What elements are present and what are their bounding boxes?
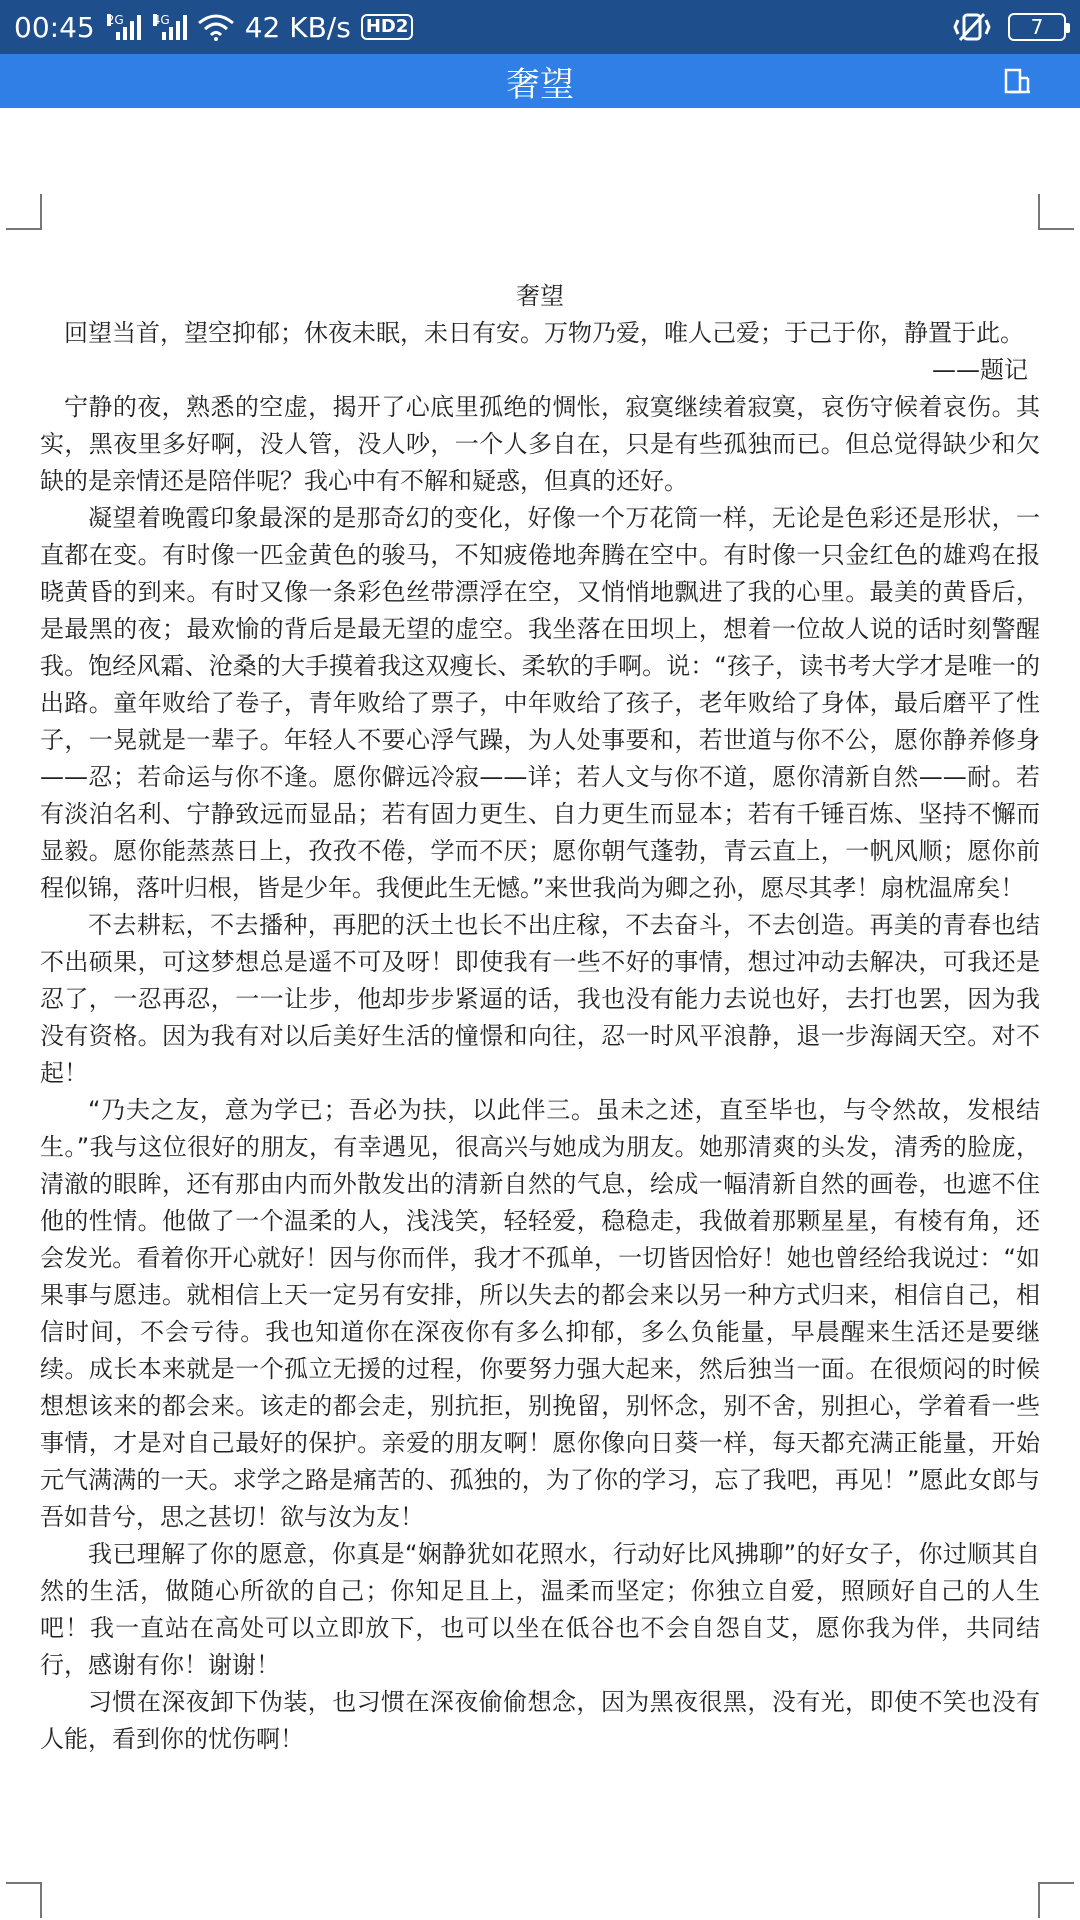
sim2-label: 4G xyxy=(152,13,170,27)
clock: 00:45 xyxy=(14,10,95,44)
page-margin-corner xyxy=(6,194,42,230)
document-page[interactable] xyxy=(0,108,1080,1920)
battery-icon xyxy=(1008,13,1066,41)
paragraph: 宁静的夜，熟悉的空虚，揭开了心底里孤绝的惆怅，寂寞继续着寂寞，哀伤守候着哀伤。其实，黑夜里多好啊，没人管，没人吵，一个人多自在，只是有些孤独而已。但总觉得缺少和欠缺的是亲情还是陪伴呢？我心中有不解和疑惑，但真的还好。 xyxy=(40,393,1040,495)
page-margin-corner xyxy=(6,1882,42,1918)
network-speed: 42 KB/s xyxy=(244,10,351,44)
layout-menu-icon[interactable] xyxy=(1002,66,1032,96)
doc-title: 奢望 xyxy=(516,282,564,310)
signal-sim1-icon xyxy=(107,14,141,40)
hd-badge: HD2 xyxy=(361,14,414,40)
epigraph-signature: ——题记 xyxy=(932,356,1028,384)
sim1-label: 2G xyxy=(106,13,124,27)
paragraph: 习惯在深夜卸下伪装，也习惯在深夜偷偷想念，因为黑夜很黑，没有光，即使不笑也没有人能，看到你的忧伤啊！ xyxy=(40,1688,1040,1753)
page-margin-corner xyxy=(1038,1882,1074,1918)
wifi-icon xyxy=(197,13,235,41)
document-body xyxy=(40,278,1040,1758)
page-margin-corner xyxy=(1038,194,1074,230)
app-title-bar xyxy=(0,54,1080,108)
paragraph: 凝望着晚霞印象最深的是那奇幻的变化，好像一个万花筒一样，无论是色彩还是形状，一直都在变。有时像一匹金黄色的骏马，不知疲倦地奔腾在空中。有时像一只金红色的雄鸡在报晓黄昏的到来。有时又像一条彩色丝带漂浮在空，又悄悄地飘进了我的心里。最美的黄昏后，是最黑的夜；最欢愉的背后是最无望的虚空。我坐落在田坝上，想着一位故人说的话时刻警醒我。饱经风霜、沧桑的大手摸着我这双瘦长、柔软的手啊。说：“孩子，读书考大学才是唯一的出路。童年败给了卷子，青年败给了票子，中年败给了孩子，老年败给了身体，最后磨平了性子，一晃就是一辈子。年轻人不要心浮气躁，为人处事要和，若世道与你不公，愿你静养修身——忍；若命运与你不逢。愿你僻远冷寂——详；若人文与你不道，愿你清新自然——耐。若有淡泊名利、宁静致远而显品；若有固力更生、自力更生而显本；若有千锤百炼、坚持不懈而显毅。愿你能蒸蒸日上，孜孜不倦，学而不厌；愿你朝气蓬勃，青云直上，一帆风顺；愿你前程似锦，落叶归根，皆是少年。我便此生无憾。”来世我尚为卿之孙，愿尽其孝！扇枕温席矣！ xyxy=(40,504,1040,902)
paragraph: “乃夫之友，意为学已；吾必为扶，以此伴三。虽未之述，直至毕也，与令然故，发根结生。”我与这位很好的朋友，有幸遇见，很高兴与她成为朋友。她那清爽的头发，清秀的脸庞，清澈的眼眸，还有那由内而外散发出的清新自然的气息，绘成一幅清新自然的画卷，也遮不住他的性情。他做了一个温柔的人，浅浅笑，轻轻爱，稳稳走，我做着那颗星星，有棱有角，还会发光。看着你开心就好！因与你而伴，我才不孤单，一切皆因恰好！她也曾经给我说过：“如果事与愿违。就相信上天一定另有安排，所以失去的都会来以另一种方式归来，相信自己，相信时间，不会亏待。我也知道你在深夜你有多么抑郁，多么负能量，早晨醒来生活还是要继续。成长本来就是一个孤立无援的过程，你要努力强大起来，然后独当一面。在很烦闷的时候想想该来的都会来。该走的都会走，别抗拒，别挽留，别怀念，别不舍，别担心，学着看一些事情，才是对自己最好的保护。亲爱的朋友啊！愿你像向日葵一样，每天都充满正能量，开始元气满满的一天。求学之路是痛苦的、孤独的，为了你的学习，忘了我吧，再见！”愿此女郎与吾如昔兮，思之甚切！欲与汝为友！ xyxy=(40,1096,1040,1531)
vibrate-icon xyxy=(952,12,992,42)
status-right xyxy=(952,12,1066,42)
paragraph: 我已理解了你的愿意，你真是“娴静犹如花照水，行动好比风拂聊”的好女子，你过顺其自然的生活，做随心所欲的自己；你知足且上，温柔而坚定；你独立自爱，照顾好自己的人生吧！我一直站在高处可以立即放下，也可以坐在低谷也不会自怨自艾，愿你我为伴，共同结行，感谢有你！谢谢！ xyxy=(40,1540,1040,1679)
battery-level: 7 xyxy=(1030,15,1044,39)
status-bar xyxy=(0,0,1080,54)
signal-sim2-icon xyxy=(153,14,187,40)
status-left xyxy=(14,11,413,44)
paragraph: 不去耕耘，不去播种，再肥的沃土也长不出庄稼，不去奋斗，不去创造。再美的青春也结不出硕果，可这梦想总是遥不可及呀！即使我有一些不好的事情，想过冲动去解决，可我还是忍了，一忍再忍，一一让步，他却步步紧逼的话，我也没有能力去说也好，去打也罢，因为我没有资格。因为我有对以后美好生活的憧憬和向往，忍一时风平浪静，退一步海阔天空。对不起！ xyxy=(40,911,1040,1087)
document-title: 奢望 xyxy=(506,64,574,105)
epigraph: 回望当首，望空抑郁；休夜未眠，未日有安。万物乃爱，唯人己爱；于己于你，静置于此。 xyxy=(64,319,1024,347)
